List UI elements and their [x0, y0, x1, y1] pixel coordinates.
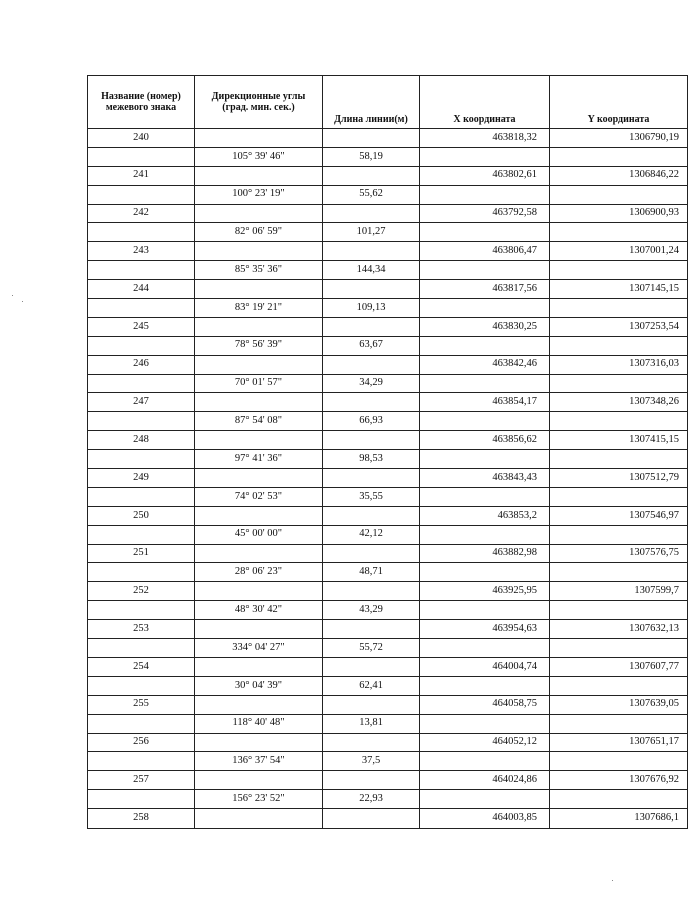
cell-line-length: 22,93 — [323, 790, 420, 809]
cell-marker-name: 250 — [88, 506, 195, 525]
cell-marker-name: 251 — [88, 544, 195, 563]
cell-x-coordinate: 463853,2 — [420, 506, 550, 525]
cell-marker-name: 258 — [88, 809, 195, 829]
cell-line-length — [323, 657, 420, 676]
table-row-segment — [88, 185, 688, 204]
cell-line-length — [323, 166, 420, 185]
cell-line-length: 37,5 — [323, 752, 420, 771]
header-direction-angle: Дирекционные углы (град. мин. сек.) — [195, 76, 323, 129]
cell-x-coordinate: 464052,12 — [420, 733, 550, 752]
header-y-coordinate: Y координата — [550, 76, 688, 129]
cell-y-coordinate: 1307599,7 — [550, 582, 688, 601]
cell-y-coordinate: 1307001,24 — [550, 242, 688, 261]
table-row-point — [88, 809, 688, 829]
header-line-length: Длина линии(м) — [323, 76, 420, 129]
cell-marker-name — [88, 639, 195, 658]
cell-line-length: 109,13 — [323, 299, 420, 318]
cell-marker-name — [88, 752, 195, 771]
table-row-point — [88, 355, 688, 374]
cell-direction-angle: 118° 40' 48" — [195, 714, 323, 733]
cell-marker-name — [88, 412, 195, 431]
cell-y-coordinate — [550, 147, 688, 166]
table-row-segment — [88, 450, 688, 469]
table-row-segment — [88, 714, 688, 733]
cell-direction-angle — [195, 733, 323, 752]
boundary-coordinates-table — [87, 75, 688, 829]
cell-direction-angle: 100° 23' 19" — [195, 185, 323, 204]
cell-x-coordinate — [420, 714, 550, 733]
cell-x-coordinate: 463954,63 — [420, 620, 550, 639]
cell-y-coordinate — [550, 790, 688, 809]
cell-y-coordinate: 1306846,22 — [550, 166, 688, 185]
cell-direction-angle — [195, 506, 323, 525]
cell-direction-angle — [195, 317, 323, 336]
cell-y-coordinate — [550, 601, 688, 620]
table-row-segment — [88, 676, 688, 695]
cell-direction-angle — [195, 280, 323, 299]
header-marker-name: Название (номер) межевого знака — [88, 76, 195, 129]
cell-x-coordinate — [420, 336, 550, 355]
cell-x-coordinate: 464024,86 — [420, 771, 550, 790]
cell-line-length: 62,41 — [323, 676, 420, 695]
table-row-segment — [88, 790, 688, 809]
scan-speck — [612, 880, 613, 881]
cell-marker-name — [88, 223, 195, 242]
cell-y-coordinate — [550, 450, 688, 469]
cell-marker-name — [88, 185, 195, 204]
cell-x-coordinate — [420, 563, 550, 582]
cell-direction-angle: 70° 01' 57" — [195, 374, 323, 393]
cell-x-coordinate: 463882,98 — [420, 544, 550, 563]
cell-x-coordinate — [420, 450, 550, 469]
table-row-segment — [88, 336, 688, 355]
table-row-point — [88, 129, 688, 148]
table-row-segment — [88, 563, 688, 582]
cell-marker-name — [88, 601, 195, 620]
cell-line-length — [323, 544, 420, 563]
cell-y-coordinate — [550, 752, 688, 771]
cell-y-coordinate: 1306790,19 — [550, 129, 688, 148]
cell-y-coordinate: 1307512,79 — [550, 469, 688, 488]
cell-line-length: 55,72 — [323, 639, 420, 658]
cell-direction-angle — [195, 771, 323, 790]
cell-line-length: 63,67 — [323, 336, 420, 355]
cell-line-length — [323, 355, 420, 374]
cell-y-coordinate — [550, 412, 688, 431]
table-row-segment — [88, 601, 688, 620]
cell-x-coordinate: 464004,74 — [420, 657, 550, 676]
cell-marker-name — [88, 374, 195, 393]
table-row-segment — [88, 147, 688, 166]
table-row-point — [88, 431, 688, 450]
table-row-segment — [88, 752, 688, 771]
cell-y-coordinate: 1307632,13 — [550, 620, 688, 639]
cell-line-length: 58,19 — [323, 147, 420, 166]
table-row-point — [88, 317, 688, 336]
cell-line-length — [323, 317, 420, 336]
cell-line-length: 48,71 — [323, 563, 420, 582]
table-row-segment — [88, 261, 688, 280]
cell-x-coordinate: 463925,95 — [420, 582, 550, 601]
cell-direction-angle — [195, 582, 323, 601]
cell-y-coordinate — [550, 525, 688, 544]
cell-x-coordinate: 463792,58 — [420, 204, 550, 223]
cell-direction-angle: 82° 06' 59" — [195, 223, 323, 242]
cell-marker-name — [88, 450, 195, 469]
cell-x-coordinate — [420, 412, 550, 431]
cell-direction-angle: 85° 35' 36" — [195, 261, 323, 280]
cell-direction-angle — [195, 657, 323, 676]
cell-direction-angle — [195, 809, 323, 829]
cell-y-coordinate — [550, 223, 688, 242]
cell-x-coordinate: 464003,85 — [420, 809, 550, 829]
cell-marker-name: 248 — [88, 431, 195, 450]
cell-y-coordinate — [550, 261, 688, 280]
table-row-point — [88, 620, 688, 639]
cell-direction-angle: 105° 39' 46" — [195, 147, 323, 166]
cell-direction-angle: 78° 56' 39" — [195, 336, 323, 355]
cell-line-length — [323, 280, 420, 299]
cell-direction-angle — [195, 355, 323, 374]
cell-marker-name — [88, 563, 195, 582]
cell-y-coordinate — [550, 639, 688, 658]
cell-line-length — [323, 506, 420, 525]
table-row-segment — [88, 374, 688, 393]
cell-direction-angle: 136° 37' 54" — [195, 752, 323, 771]
table-row-point — [88, 166, 688, 185]
cell-marker-name: 243 — [88, 242, 195, 261]
table-row-point — [88, 733, 688, 752]
cell-x-coordinate — [420, 676, 550, 695]
cell-x-coordinate: 463802,61 — [420, 166, 550, 185]
cell-direction-angle — [195, 544, 323, 563]
cell-x-coordinate: 463830,25 — [420, 317, 550, 336]
cell-line-length — [323, 431, 420, 450]
cell-line-length — [323, 620, 420, 639]
cell-marker-name — [88, 147, 195, 166]
table-row-segment — [88, 639, 688, 658]
cell-marker-name: 244 — [88, 280, 195, 299]
cell-line-length — [323, 469, 420, 488]
cell-marker-name: 247 — [88, 393, 195, 412]
cell-x-coordinate — [420, 261, 550, 280]
cell-x-coordinate: 463806,47 — [420, 242, 550, 261]
cell-line-length — [323, 771, 420, 790]
cell-y-coordinate — [550, 185, 688, 204]
cell-line-length: 98,53 — [323, 450, 420, 469]
cell-x-coordinate — [420, 223, 550, 242]
cell-y-coordinate: 1307686,1 — [550, 809, 688, 829]
cell-y-coordinate: 1307607,77 — [550, 657, 688, 676]
cell-direction-angle: 48° 30' 42" — [195, 601, 323, 620]
cell-y-coordinate — [550, 676, 688, 695]
table-row-point — [88, 393, 688, 412]
cell-line-length — [323, 242, 420, 261]
cell-direction-angle — [195, 431, 323, 450]
cell-x-coordinate: 463856,62 — [420, 431, 550, 450]
table-row-point — [88, 204, 688, 223]
cell-marker-name: 241 — [88, 166, 195, 185]
cell-marker-name: 249 — [88, 469, 195, 488]
cell-line-length — [323, 695, 420, 714]
scan-speck — [22, 301, 23, 302]
cell-marker-name — [88, 336, 195, 355]
cell-line-length — [323, 809, 420, 829]
table-row-point — [88, 506, 688, 525]
cell-marker-name: 245 — [88, 317, 195, 336]
cell-marker-name — [88, 261, 195, 280]
cell-direction-angle — [195, 620, 323, 639]
table-row-point — [88, 657, 688, 676]
cell-y-coordinate: 1307415,15 — [550, 431, 688, 450]
cell-x-coordinate: 463843,43 — [420, 469, 550, 488]
table-row-point — [88, 695, 688, 714]
cell-marker-name — [88, 714, 195, 733]
cell-y-coordinate — [550, 563, 688, 582]
cell-x-coordinate — [420, 374, 550, 393]
cell-x-coordinate — [420, 601, 550, 620]
cell-x-coordinate: 463854,17 — [420, 393, 550, 412]
cell-x-coordinate — [420, 299, 550, 318]
cell-y-coordinate — [550, 299, 688, 318]
cell-y-coordinate: 1307348,26 — [550, 393, 688, 412]
table-row-segment — [88, 299, 688, 318]
cell-direction-angle — [195, 129, 323, 148]
cell-line-length: 42,12 — [323, 525, 420, 544]
cell-marker-name: 240 — [88, 129, 195, 148]
cell-y-coordinate: 1307145,15 — [550, 280, 688, 299]
cell-marker-name — [88, 299, 195, 318]
cell-x-coordinate: 463842,46 — [420, 355, 550, 374]
cell-direction-angle — [195, 469, 323, 488]
cell-x-coordinate — [420, 525, 550, 544]
table-row-point — [88, 582, 688, 601]
cell-y-coordinate: 1307316,03 — [550, 355, 688, 374]
cell-direction-angle: 97° 41' 36" — [195, 450, 323, 469]
cell-marker-name: 254 — [88, 657, 195, 676]
cell-x-coordinate — [420, 790, 550, 809]
cell-line-length — [323, 582, 420, 601]
cell-marker-name: 252 — [88, 582, 195, 601]
cell-y-coordinate: 1307576,75 — [550, 544, 688, 563]
cell-line-length: 34,29 — [323, 374, 420, 393]
cell-marker-name: 246 — [88, 355, 195, 374]
cell-direction-angle: 74° 02' 53" — [195, 487, 323, 506]
cell-line-length: 144,34 — [323, 261, 420, 280]
cell-line-length: 101,27 — [323, 223, 420, 242]
cell-marker-name: 255 — [88, 695, 195, 714]
table-row-segment — [88, 487, 688, 506]
cell-direction-angle — [195, 166, 323, 185]
cell-x-coordinate: 463818,32 — [420, 129, 550, 148]
cell-line-length: 13,81 — [323, 714, 420, 733]
table-row-point — [88, 280, 688, 299]
cell-y-coordinate — [550, 336, 688, 355]
cell-y-coordinate: 1307253,54 — [550, 317, 688, 336]
cell-direction-angle: 83° 19' 21" — [195, 299, 323, 318]
cell-y-coordinate: 1307639,05 — [550, 695, 688, 714]
table-row-segment — [88, 525, 688, 544]
table-row-point — [88, 242, 688, 261]
cell-line-length: 66,93 — [323, 412, 420, 431]
cell-y-coordinate: 1307676,92 — [550, 771, 688, 790]
cell-marker-name — [88, 676, 195, 695]
cell-line-length — [323, 733, 420, 752]
cell-marker-name: 256 — [88, 733, 195, 752]
table-header-row — [88, 76, 688, 129]
cell-x-coordinate: 464058,75 — [420, 695, 550, 714]
cell-line-length: 55,62 — [323, 185, 420, 204]
cell-y-coordinate — [550, 374, 688, 393]
scan-speck — [12, 295, 13, 296]
table-row-point — [88, 469, 688, 488]
cell-x-coordinate — [420, 752, 550, 771]
cell-line-length — [323, 129, 420, 148]
cell-x-coordinate: 463817,56 — [420, 280, 550, 299]
cell-y-coordinate: 1307546,97 — [550, 506, 688, 525]
cell-y-coordinate — [550, 487, 688, 506]
cell-direction-angle — [195, 242, 323, 261]
cell-direction-angle — [195, 204, 323, 223]
cell-x-coordinate — [420, 487, 550, 506]
cell-x-coordinate — [420, 147, 550, 166]
cell-marker-name: 257 — [88, 771, 195, 790]
cell-direction-angle: 45° 00' 00" — [195, 525, 323, 544]
cell-x-coordinate — [420, 185, 550, 204]
table-row-point — [88, 544, 688, 563]
cell-marker-name — [88, 525, 195, 544]
cell-direction-angle: 28° 06' 23" — [195, 563, 323, 582]
cell-line-length: 35,55 — [323, 487, 420, 506]
cell-marker-name: 253 — [88, 620, 195, 639]
header-x-coordinate: X координата — [420, 76, 550, 129]
cell-direction-angle: 30° 04' 39" — [195, 676, 323, 695]
cell-direction-angle — [195, 695, 323, 714]
cell-y-coordinate — [550, 714, 688, 733]
table-row-segment — [88, 223, 688, 242]
cell-direction-angle: 156° 23' 52" — [195, 790, 323, 809]
cell-direction-angle: 334° 04' 27" — [195, 639, 323, 658]
cell-marker-name: 242 — [88, 204, 195, 223]
cell-line-length: 43,29 — [323, 601, 420, 620]
cell-direction-angle: 87° 54' 08" — [195, 412, 323, 431]
cell-line-length — [323, 204, 420, 223]
table-row-segment — [88, 412, 688, 431]
cell-marker-name — [88, 790, 195, 809]
cell-x-coordinate — [420, 639, 550, 658]
cell-direction-angle — [195, 393, 323, 412]
cell-y-coordinate: 1306900,93 — [550, 204, 688, 223]
cell-y-coordinate: 1307651,17 — [550, 733, 688, 752]
cell-line-length — [323, 393, 420, 412]
table-row-point — [88, 771, 688, 790]
cell-marker-name — [88, 487, 195, 506]
